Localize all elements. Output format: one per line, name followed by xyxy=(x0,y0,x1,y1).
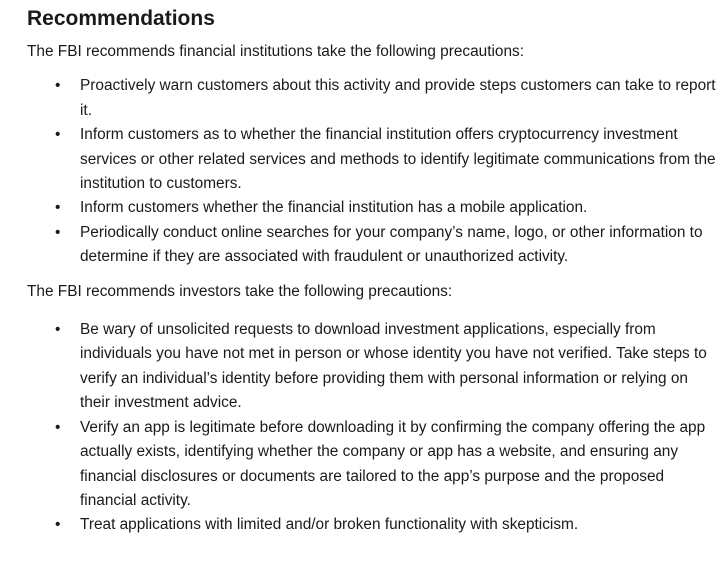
list-item xyxy=(27,416,717,514)
list-item xyxy=(27,513,717,537)
list-item-text: Treat applications with limited and/or broken functionality with skepticism. xyxy=(80,516,579,534)
investors-list xyxy=(27,318,717,538)
list-item-text: Inform customers as to whether the financial institution offers cryptocurrency investment services or other related services and methods to identify legitimate communications from the institution to customers. xyxy=(80,126,716,193)
list-item xyxy=(27,74,717,123)
document-page xyxy=(27,6,717,538)
list-item-text: Proactively warn customers about this activity and provide steps customers can take to report it. xyxy=(80,77,716,119)
bullet-icon: • xyxy=(55,77,61,95)
list-item xyxy=(27,318,717,416)
financial-institutions-list xyxy=(27,74,717,269)
list-item-text: Inform customers whether the financial institution has a mobile application. xyxy=(80,199,588,217)
bullet-icon: • xyxy=(55,199,61,217)
list-item xyxy=(27,196,717,220)
bullet-icon: • xyxy=(55,516,61,534)
bullet-icon: • xyxy=(55,126,61,144)
bullet-icon: • xyxy=(55,418,61,436)
section-heading: Recommendations xyxy=(27,7,215,30)
list-item-text: Verify an app is legitimate before downloading it by confirming the company offering the app actually exists, identifying whether the company or app has a website, and ensuring any financial disclosures or documents are tailored to the app’s purpose and the proposed financial activity. xyxy=(80,418,706,509)
list-item-text: Periodically conduct online searches for your company’s name, logo, or other information to determine if they are associated with fraudulent or unauthorized activity. xyxy=(80,223,703,266)
financial-institutions-intro: The FBI recommends financial institutions take the following precautions: xyxy=(27,43,525,60)
bullet-icon: • xyxy=(55,321,61,339)
list-item xyxy=(27,123,717,196)
list-item xyxy=(27,221,717,270)
list-item-text: Be wary of unsolicited requests to download investment applications, especially from individuals you have not met in person or whose identity you have not verified. Take steps to verify an individual’s identity before providing them with personal information or relying on their investment advice. xyxy=(80,321,707,412)
investors-intro: The FBI recommends investors take the following precautions: xyxy=(27,282,453,300)
bullet-icon: • xyxy=(55,223,61,241)
